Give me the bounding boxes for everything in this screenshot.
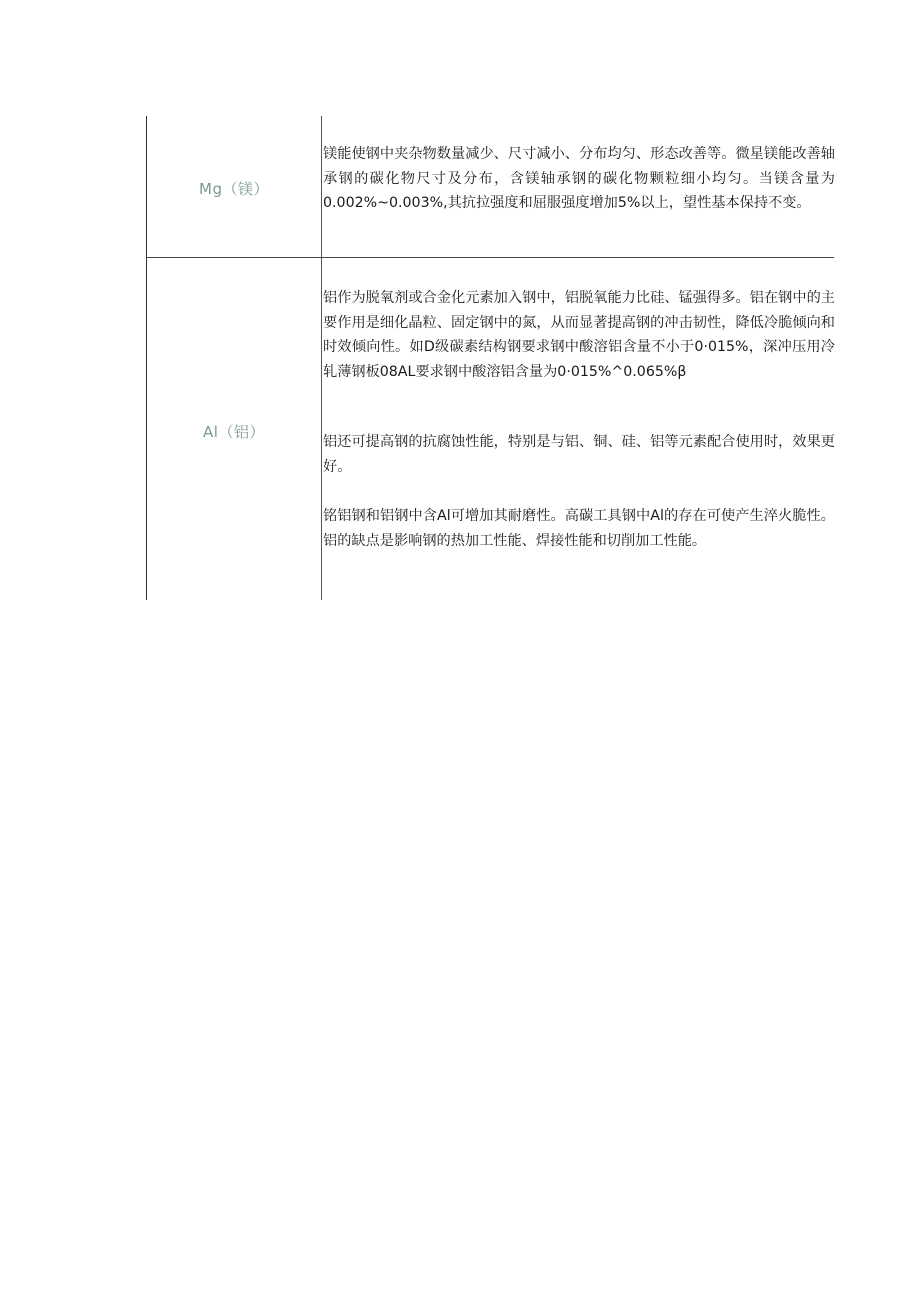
element-description-al-1 (323, 286, 835, 384)
table-row-divider (146, 257, 834, 258)
element-description-mg (323, 142, 835, 216)
element-label-al: Al（铝） (203, 423, 265, 441)
table-column-divider (321, 116, 322, 600)
element-description-al-2 (323, 430, 835, 479)
mg-paragraph: 镁能使钢中夹杂物数量减少、尺寸减小、分布均匀、形态改善等。微星镁能改善轴承钢的碳化物尺寸及分布，含镁轴承钢的碳化物颗粒细小均匀。当镁含量为0.002%~0.003%,其抗拉强度和屈服强度增加5%以上，望性基本保持不变。 (323, 146, 835, 211)
element-description-al-3 (323, 504, 835, 553)
al-paragraph: 铝还可提高钢的抗腐蚀性能，特别是与铝、铜、硅、铝等元素配合使用时，效果更好。 (323, 434, 835, 475)
element-label-mg: Mg（镁） (199, 180, 269, 198)
al-paragraph: 铭铝钢和铝钢中含Al可增加其耐磨性。高碳工具钢中Al的存在可使产生淬火脆性。铝的缺点是影响钢的热加工性能、焊接性能和切削加工性能。 (323, 508, 835, 549)
element-table (146, 116, 834, 600)
al-paragraph: 铝作为脱氧剂或合金化元素加入钢中，铝脱氧能力比硅、锰强得多。铝在钢中的主要作用是细化晶粒、固定钢中的氮，从而显著提高钢的冲击韧性，降低冷脆倾向和时效倾向性。如D级碳素结构钢要求钢中酸溶铝含量不小于0·015%，深冲压用冷轧薄钢板08AL要求钢中酸溶铝含量为0·015%^0.065%β (323, 290, 835, 380)
